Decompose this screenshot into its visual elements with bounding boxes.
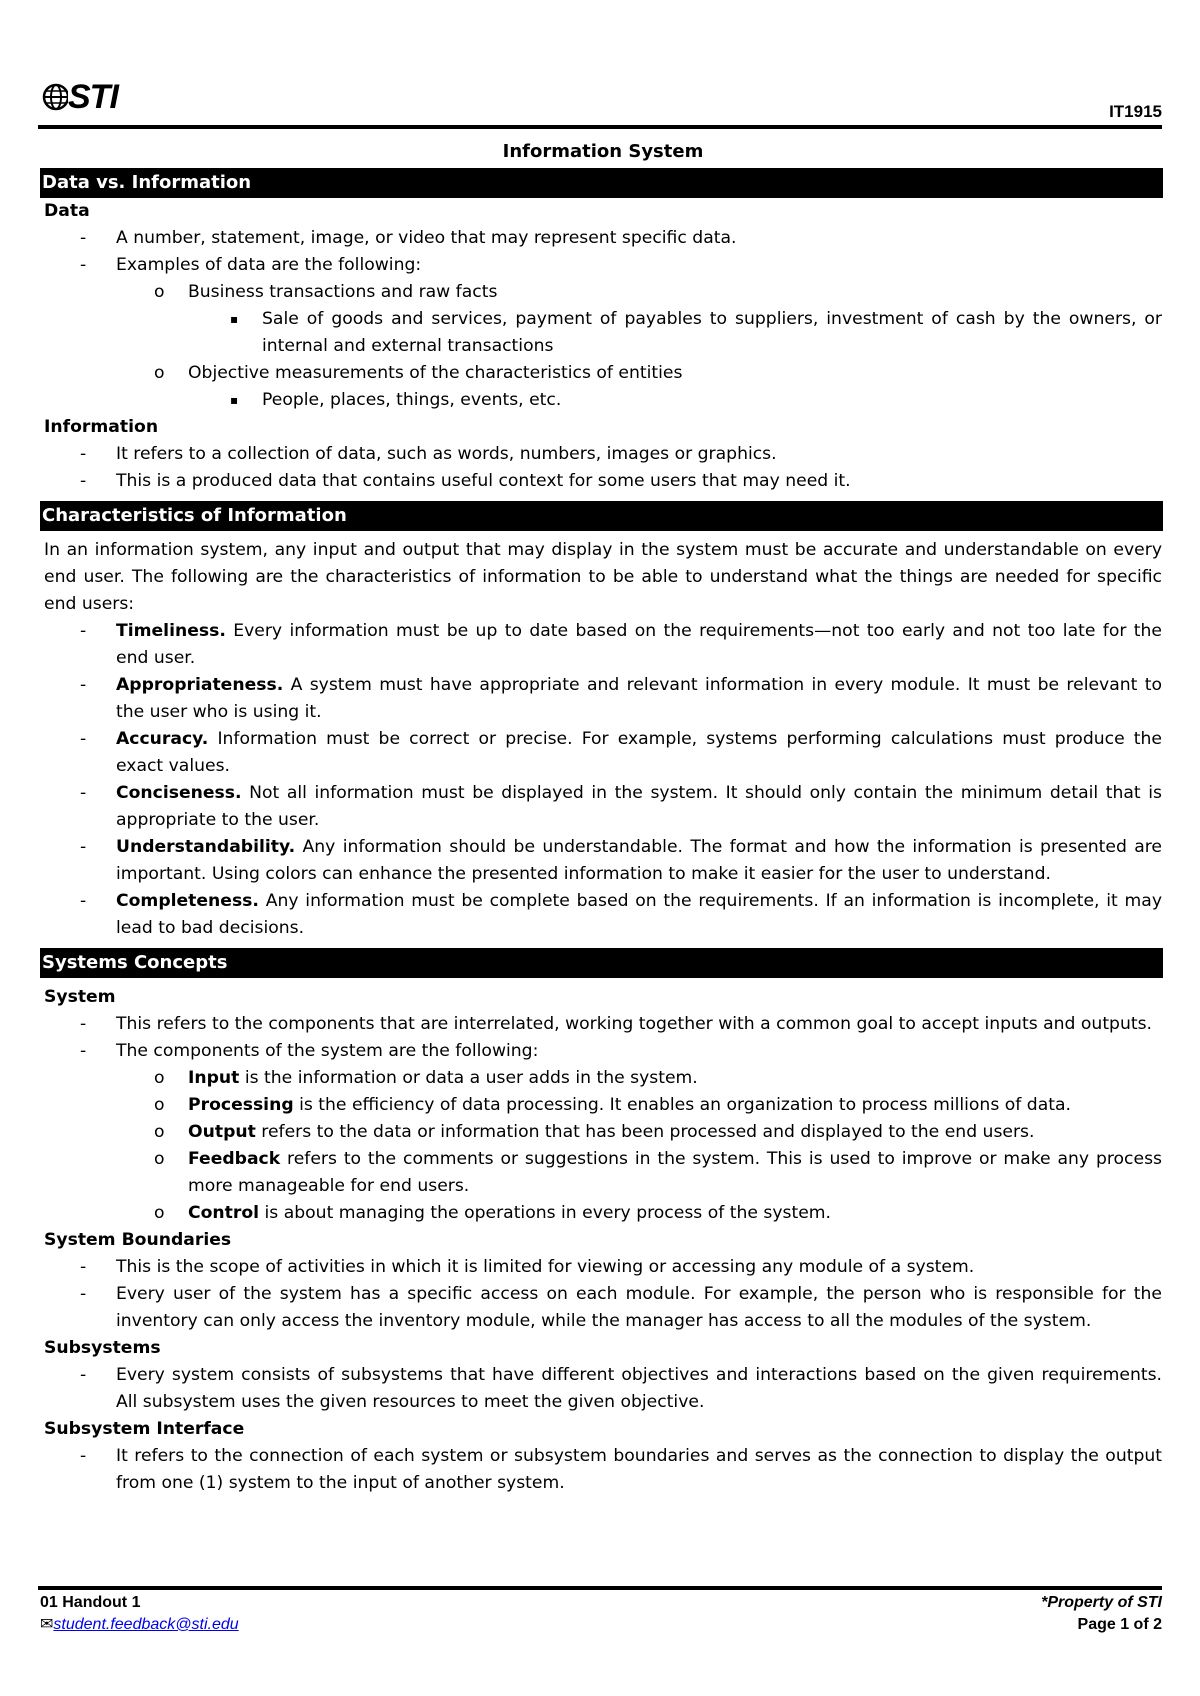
list-item: ▪ Sale of goods and services, payment of payables to suppliers, investment of cash by the owners, or internal and external transactions xyxy=(230,309,1162,356)
list-item: o Business transactions and raw facts xyxy=(154,282,498,302)
course-code: IT1915 xyxy=(1109,102,1162,121)
property-label: *Property of STI xyxy=(1041,1594,1162,1611)
feedback-email-link[interactable]: student.feedback@sti.edu xyxy=(53,1616,239,1633)
logo-text: STI xyxy=(68,78,118,116)
list-item: - Completeness. Any information must be complete based on the requirements. If an information is incomplete, it may lead to bad decisions. xyxy=(80,891,1162,938)
interface-list xyxy=(44,1443,1162,1497)
list-item: - This refers to the components that are interrelated, working together with a common goal to accept inputs and outputs. xyxy=(80,1014,1153,1034)
list-item: - A number, statement, image, or video that may represent specific data. xyxy=(80,228,737,248)
list-item: - Conciseness. Not all information must be displayed in the system. It should only contain the minimum detail that is appropriate to the user. xyxy=(80,783,1162,830)
subheading-data: Data xyxy=(44,201,90,221)
mail-icon: ✉ xyxy=(40,1616,54,1633)
footer-left xyxy=(40,1592,239,1636)
list-item: - The components of the system are the following: xyxy=(80,1041,539,1061)
sti-logo xyxy=(42,80,118,114)
footer-right xyxy=(1041,1592,1162,1636)
list-item: - This is the scope of activities in which it is limited for viewing or accessing any module of a system. xyxy=(80,1257,975,1277)
subheading-information: Information xyxy=(44,417,159,437)
list-item: - It refers to a collection of data, such as words, numbers, images or graphics. xyxy=(80,444,777,464)
list-item: - Accuracy. Information must be correct or precise. For example, systems performing calculations must produce the exact values. xyxy=(80,729,1162,776)
list-item: o Control is about managing the operations in every process of the system. xyxy=(154,1203,831,1223)
section-heading-data-vs-information: Data vs. Information xyxy=(40,168,1163,198)
section-heading-characteristics: Characteristics of Information xyxy=(40,501,1163,531)
list-item: - Understandability. Any information should be understandable. The format and how the information is presented are important. Using colors can enhance the presented information to make it easier for the user to understand. xyxy=(80,837,1162,884)
document-body xyxy=(44,138,1162,1497)
boundaries-list xyxy=(44,1254,1162,1335)
subheading-subsystems: Subsystems xyxy=(44,1338,161,1358)
data-list xyxy=(44,225,1162,414)
list-item: - Examples of data are the following: xyxy=(80,255,422,275)
feedback-line xyxy=(40,1614,239,1636)
list-item: o Input is the information or data a user adds in the system. xyxy=(154,1068,698,1088)
list-item: - It refers to the connection of each system or subsystem boundaries and serves as the connection to display the output from one (1) system to the input of another system. xyxy=(80,1446,1162,1493)
document-title: Information System xyxy=(502,141,704,162)
list-item: - Appropriateness. A system must have appropriate and relevant information in every module. It must be relevant to the user who is using it. xyxy=(80,675,1162,722)
list-item: o Output refers to the data or information that has been processed and displayed to the end users. xyxy=(154,1122,1035,1142)
globe-icon xyxy=(42,82,68,112)
page-number: Page 1 of 2 xyxy=(1077,1616,1162,1633)
list-item: - Every user of the system has a specific access on each module. For example, the person who is responsible for the inventory can only access the inventory module, while the manager has access to all the modules of the system. xyxy=(80,1284,1162,1331)
list-item: - This is a produced data that contains useful context for some users that may need it. xyxy=(80,471,851,491)
section-heading-systems-concepts: Systems Concepts xyxy=(40,948,1163,978)
subheading-system-boundaries: System Boundaries xyxy=(44,1230,232,1250)
characteristics-list xyxy=(44,618,1162,942)
footer-rule xyxy=(38,1586,1162,1590)
handout-label: 01 Handout 1 xyxy=(40,1594,141,1611)
list-item: o Feedback refers to the comments or suggestions in the system. This is used to improve or make any process more manageable for end users. xyxy=(154,1149,1162,1196)
subsystems-list xyxy=(44,1362,1162,1416)
subheading-system: System xyxy=(44,987,116,1007)
header-rule xyxy=(38,125,1162,129)
subheading-subsystem-interface: Subsystem Interface xyxy=(44,1419,245,1439)
characteristics-intro: In an information system, any input and output that may display in the system must be accurate and understandable on every end user. The following are the characteristics of information to be able to understand what the things are needed for specific end users: xyxy=(44,540,1162,614)
list-item: o Objective measurements of the characteristics of entities xyxy=(154,363,683,383)
list-item: - Every system consists of subsystems that have different objectives and interactions based on the given requirements. All subsystem uses the given resources to meet the given objective. xyxy=(80,1365,1162,1412)
information-list xyxy=(44,441,1162,495)
list-item: - Timeliness. Every information must be up to date based on the requirements—not too early and not too late for the end user. xyxy=(80,621,1162,668)
list-item: ▪ People, places, things, events, etc. xyxy=(230,390,562,410)
list-item: o Processing is the efficiency of data processing. It enables an organization to process millions of data. xyxy=(154,1095,1071,1115)
system-list xyxy=(44,1011,1162,1227)
